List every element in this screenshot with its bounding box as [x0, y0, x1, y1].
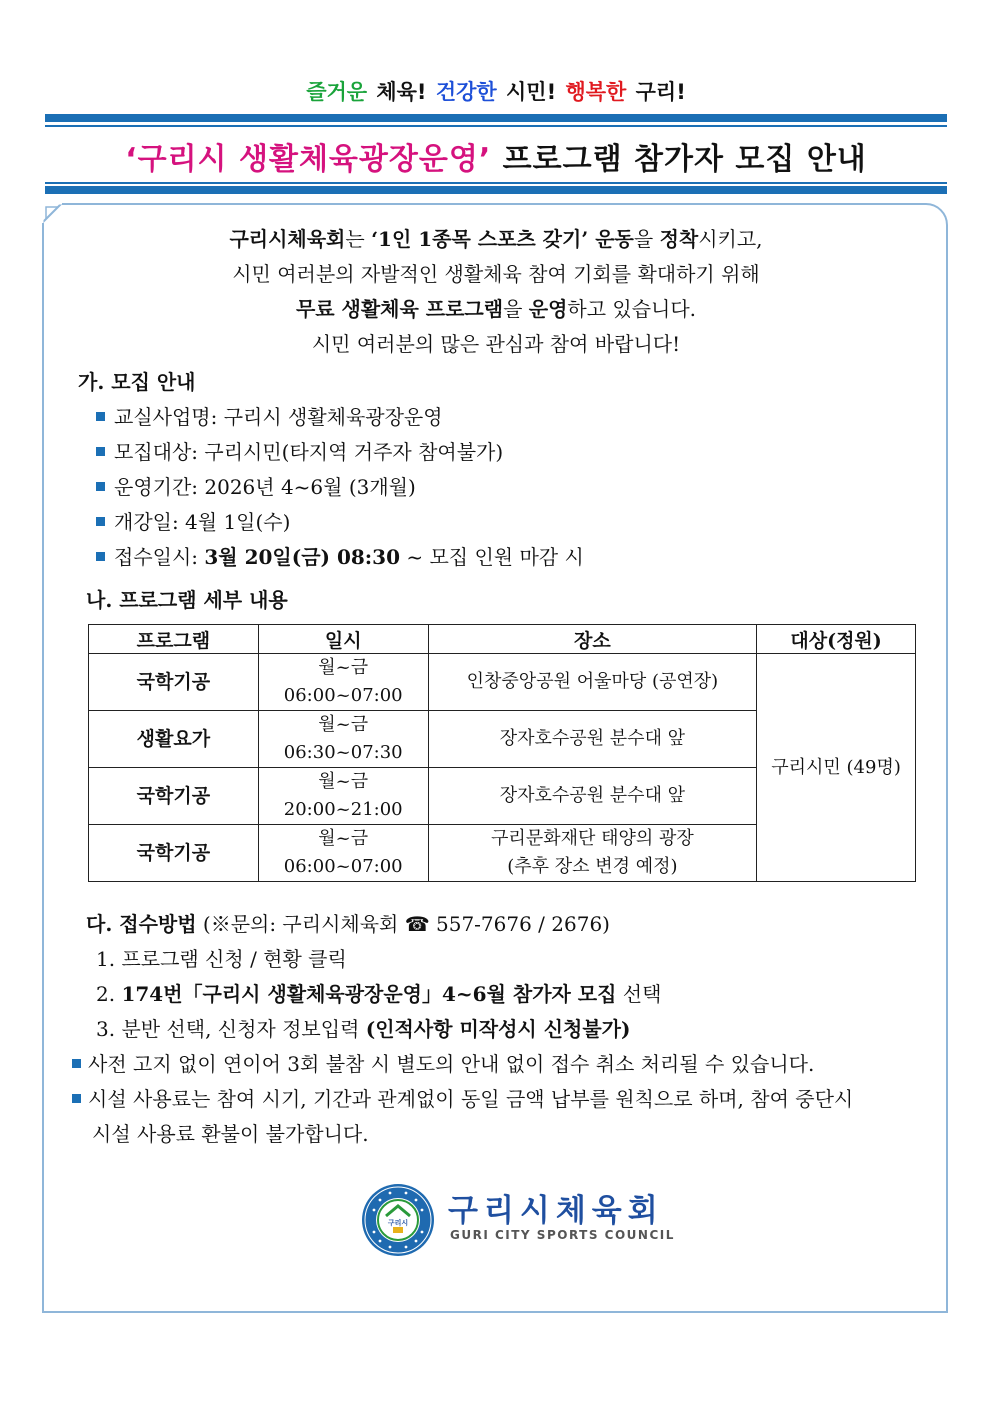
schedule-time: 06:00~07:00 — [283, 685, 403, 706]
intro-campaign: ‘1인 1종목 스포츠 갖기’ 운동 — [371, 227, 634, 251]
column-header: 대상(정원) — [757, 625, 916, 654]
place-text: 장자호수공원 분수대 앞 — [499, 785, 686, 806]
section-a-heading: 가. 모집 안내 — [78, 370, 196, 394]
program-name: 국학기공 — [89, 825, 259, 882]
schedule-cell — [258, 768, 428, 825]
schedule-cell — [258, 825, 428, 882]
top-bar-thick — [45, 114, 947, 122]
step-1: 1. 프로그램 신청 / 현황 클릭 — [96, 947, 347, 971]
bottom-bar-thin — [45, 182, 947, 184]
schedule-time: 06:00~07:00 — [283, 856, 403, 877]
section-c-heading — [86, 908, 610, 937]
emblem-text: 구리시 — [387, 1219, 409, 1227]
list-item-text: 교실사업명: 구리시 생활체육광장운영 — [114, 405, 443, 429]
schedule-days: 월~금 — [318, 714, 369, 735]
place-cell — [428, 711, 757, 768]
intro-org: 구리시체육회 — [229, 227, 346, 251]
section-b-heading: 나. 프로그램 세부 내용 — [86, 588, 288, 612]
list-item-text: 모집대상: 구리시민(타지역 거주자 참여불가) — [114, 440, 504, 464]
step-emphasis: (인적사항 미작성시 신청불가) — [365, 1017, 631, 1041]
intro-text: 을 — [633, 227, 660, 251]
intro-text: 시키고, — [698, 227, 763, 251]
slogan-word-3: 건강한 — [428, 80, 497, 104]
slogan-word-2: 체육! — [369, 80, 427, 104]
title-highlight: ‘구리시 생활체육광장운영’ — [125, 142, 492, 177]
bullet-square-icon — [96, 517, 105, 526]
target-cell: 구리시민 (49명) — [757, 654, 916, 882]
notice-item — [72, 1048, 814, 1077]
step-text: 선택 — [616, 982, 662, 1006]
receipt-datetime: 3월 20일(금) 08:30 — [204, 545, 400, 569]
place-cell — [428, 825, 757, 882]
place-cell — [428, 768, 757, 825]
notice-item — [72, 1083, 853, 1112]
schedule-days: 월~금 — [318, 828, 369, 849]
schedule-days: 월~금 — [318, 771, 369, 792]
intro-text: 을 — [503, 297, 529, 321]
bullet-square-icon — [72, 1059, 81, 1068]
intro-emphasis: 운영 — [528, 297, 568, 321]
list-item-text: 운영기간: 2026년 4~6월 (3개월) — [114, 475, 416, 499]
intro-paragraph — [0, 222, 992, 362]
bullet-square-icon — [72, 1094, 81, 1103]
slogan-word-6: 구리! — [628, 80, 686, 104]
list-item — [96, 541, 584, 570]
place-text: 구리문화재단 태양의 광장 — [491, 828, 694, 849]
table-header-row — [89, 625, 916, 654]
list-item — [96, 401, 443, 430]
step-emphasis: 174번「구리시 생활체육광장운영」4~6월 참가자 모집 — [121, 982, 617, 1006]
intro-line-1 — [0, 222, 992, 257]
program-table — [88, 624, 916, 882]
intro-emphasis: 무료 생활체육 프로그램 — [295, 297, 504, 321]
slogan-word-4: 시민! — [498, 80, 557, 104]
intro-emphasis: 정착 — [659, 227, 699, 251]
slogan — [0, 76, 992, 106]
place-text: 장자호수공원 분수대 앞 — [499, 728, 686, 749]
section-c-title: 다. 접수방법 — [86, 912, 197, 936]
place-cell — [428, 654, 757, 711]
place-note: (추후 장소 변경 예정) — [507, 856, 678, 877]
phone-number: 557-7676 / 2676) — [429, 912, 610, 936]
logo-name: 구리시체육회 — [448, 1193, 664, 1229]
intro-text: 하고 있습니다. — [567, 297, 697, 321]
list-item — [96, 436, 503, 465]
intro-line-3 — [0, 292, 992, 327]
slogan-word-5: 행복한 — [558, 80, 627, 104]
bullet-square-icon — [96, 412, 105, 421]
list-item-text: ~ 모집 인원 마감 시 — [400, 545, 584, 569]
column-header: 장소 — [428, 625, 757, 654]
bullet-square-icon — [96, 482, 105, 491]
bullet-square-icon — [96, 552, 105, 561]
contact-label: (※문의: 구리시체육회 — [196, 912, 405, 936]
slogan-word-1: 즐거운 — [306, 80, 368, 104]
schedule-time: 20:00~21:00 — [283, 799, 403, 820]
notice-text: 시설 사용료는 참여 시기, 기간과 관계없이 동일 금액 납부를 원칙으로 하며, 참여 중단시 — [88, 1087, 854, 1111]
intro-line-4: 시민 여러분의 많은 관심과 참여 바랍니다! — [311, 332, 681, 356]
schedule-time: 06:30~07:30 — [283, 742, 403, 763]
step-text: 3. 분반 선택, 신청자 정보입력 — [96, 1017, 366, 1041]
place-text: 인창중앙공원 어울마당 (공연장) — [466, 671, 719, 692]
program-name: 생활요가 — [89, 711, 259, 768]
table-row — [89, 654, 916, 711]
schedule-cell — [258, 711, 428, 768]
schedule-days: 월~금 — [318, 657, 369, 678]
bottom-bar-thick — [45, 186, 947, 194]
phone-icon: ☎ — [404, 912, 430, 936]
column-header: 프로그램 — [89, 625, 259, 654]
title-rest: 프로그램 참가자 모집 안내 — [491, 142, 867, 177]
list-item — [96, 471, 416, 500]
logo-english-name: GURI CITY SPORTS COUNCIL — [450, 1228, 675, 1242]
list-item — [96, 506, 290, 535]
program-name: 국학기공 — [89, 768, 259, 825]
intro-text: 는 — [345, 227, 372, 251]
step-text: 2. — [96, 982, 122, 1006]
bullet-square-icon — [96, 447, 105, 456]
list-item-text: 접수일시: — [114, 545, 205, 569]
schedule-cell — [258, 654, 428, 711]
notice-text: 사전 고지 없이 연이어 3회 불참 시 별도의 안내 없이 접수 취소 처리될 수 있습니다. — [88, 1052, 815, 1076]
top-bar-thin — [45, 125, 947, 127]
guri-sports-council-emblem-icon — [360, 1182, 436, 1258]
page-title — [0, 134, 992, 178]
step-3 — [96, 1013, 630, 1042]
list-item-text: 개강일: 4월 1일(수) — [114, 510, 291, 534]
intro-line-2: 시민 여러분의 자발적인 생활체육 참여 기회를 확대하기 위해 — [232, 262, 760, 286]
notice-continuation: 시설 사용료 환불이 불가합니다. — [92, 1122, 369, 1146]
column-header: 일시 — [258, 625, 428, 654]
program-name: 국학기공 — [89, 654, 259, 711]
step-2 — [96, 978, 661, 1007]
